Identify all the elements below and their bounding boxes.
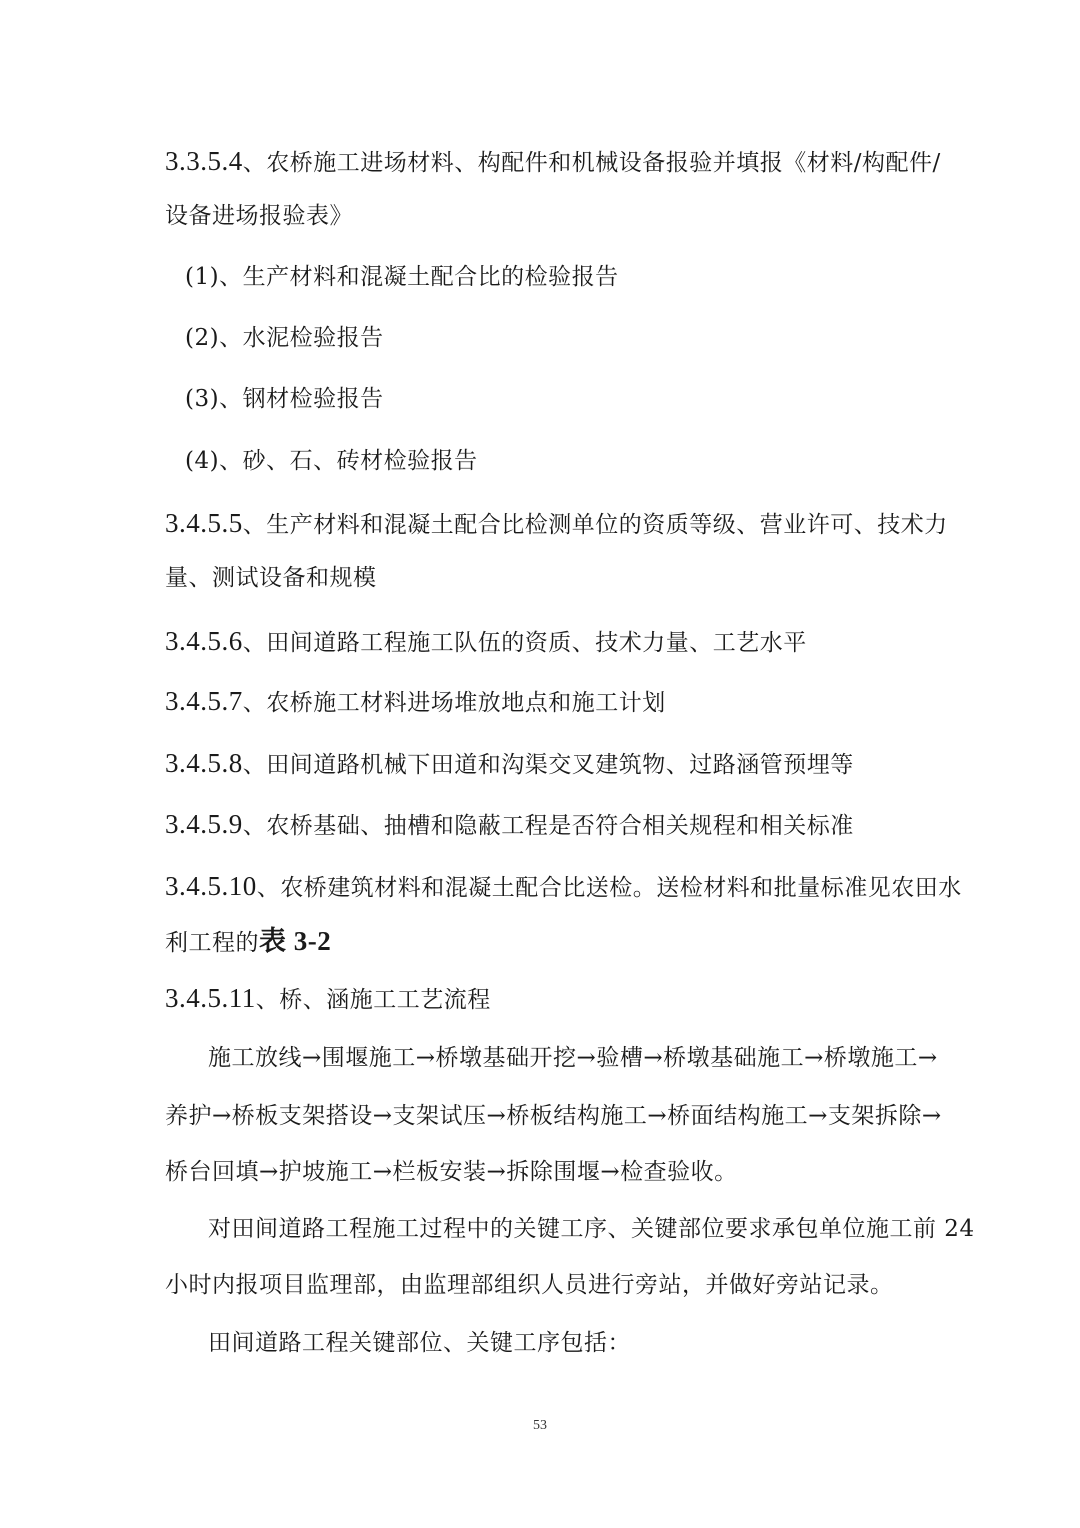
- process-flow-line-1: [208, 1043, 968, 1073]
- clause-text: 、农桥基础、抽槽和隐蔽工程是否符合相关规程和相关标准: [242, 813, 854, 839]
- clause-text: 利工程的: [165, 930, 259, 956]
- sub-item-4: [185, 446, 945, 476]
- paragraph-key-process-continued: [165, 1270, 925, 1300]
- clause-3-4-5-11: [165, 983, 925, 1015]
- clause-3-4-5-10-continued: [165, 926, 925, 958]
- clause-3-4-5-10: [165, 871, 962, 903]
- paragraph-text: 小时内报项目监理部，由监理部组织人员进行旁站，并做好旁站记录。: [165, 1272, 894, 1298]
- clause-number: 3.4.5.11: [165, 983, 256, 1013]
- process-flow-line-3: [165, 1157, 925, 1187]
- clause-number: 3.4.5.10: [165, 871, 257, 901]
- clause-3-3-5-4-continued: [165, 201, 925, 231]
- sub-item-text: (3)、钢材检验报告: [185, 386, 384, 412]
- clause-3-4-5-7: [165, 686, 925, 718]
- paragraph-text: 田间道路工程关键部位、关键工序包括：: [208, 1330, 631, 1356]
- clause-text: 设备进场报验表》: [165, 203, 353, 229]
- clause-text: 、生产材料和混凝土配合比检测单位的资质等级、营业许可、技术力: [242, 512, 948, 538]
- clause-3-4-5-5: [165, 508, 948, 540]
- sub-item-1: [185, 262, 945, 292]
- clause-text: 量、测试设备和规模: [165, 565, 377, 591]
- sub-item-text: (2)、水泥检验报告: [185, 325, 384, 351]
- clause-number: 3.4.5.7: [165, 686, 243, 716]
- clause-3-4-5-6: [165, 626, 925, 658]
- sub-item-text: (1)、生产材料和混凝土配合比的检验报告: [185, 264, 619, 290]
- clause-number: 3.4.5.6: [165, 626, 243, 656]
- clause-number: 3.3.5.4: [165, 146, 243, 176]
- clause-3-4-5-9: [165, 809, 925, 841]
- clause-number: 3.4.5.8: [165, 748, 243, 778]
- table-reference: 表 3-2: [259, 926, 332, 956]
- page-number: 53: [533, 1418, 547, 1433]
- clause-text: 、农桥施工进场材料、构配件和机械设备报验并填报《材料/构配件/: [242, 150, 941, 176]
- process-flow-text: 桥台回填→护坡施工→栏板安装→拆除围堰→检查验收。: [165, 1159, 738, 1185]
- clause-3-3-5-4: [165, 146, 941, 178]
- clause-text: 、田间道路机械下田道和沟渠交叉建筑物、过路涵管预埋等: [242, 752, 854, 778]
- paragraph-key-parts: [208, 1328, 968, 1358]
- clause-number: 3.4.5.5: [165, 508, 243, 538]
- clause-number: 3.4.5.9: [165, 809, 243, 839]
- sub-item-text: (4)、砂、石、砖材检验报告: [185, 448, 478, 474]
- clause-text: 、农桥施工材料进场堆放地点和施工计划: [242, 690, 666, 716]
- process-flow-line-2: [165, 1101, 942, 1131]
- clause-text: 、农桥建筑材料和混凝土配合比送检。送检材料和批量标准见农田水: [256, 875, 962, 901]
- clause-3-4-5-8: [165, 748, 925, 780]
- process-flow-text: 施工放线→围堰施工→桥墩基础开挖→验槽→桥墩基础施工→桥墩施工→: [208, 1045, 938, 1071]
- clause-text: 、田间道路工程施工队伍的资质、技术力量、工艺水平: [242, 630, 807, 656]
- paragraph-key-process: [208, 1214, 975, 1244]
- process-flow-text: 养护→桥板支架搭设→支架试压→桥板结构施工→桥面结构施工→支架拆除→: [165, 1103, 942, 1129]
- sub-item-3: [185, 384, 945, 414]
- sub-item-2: [185, 323, 945, 353]
- clause-text: 、桥、涵施工工艺流程: [255, 987, 491, 1013]
- paragraph-text: 对田间道路工程施工过程中的关键工序、关键部位要求承包单位施工前 24: [208, 1216, 975, 1242]
- clause-3-4-5-5-continued: [165, 563, 925, 593]
